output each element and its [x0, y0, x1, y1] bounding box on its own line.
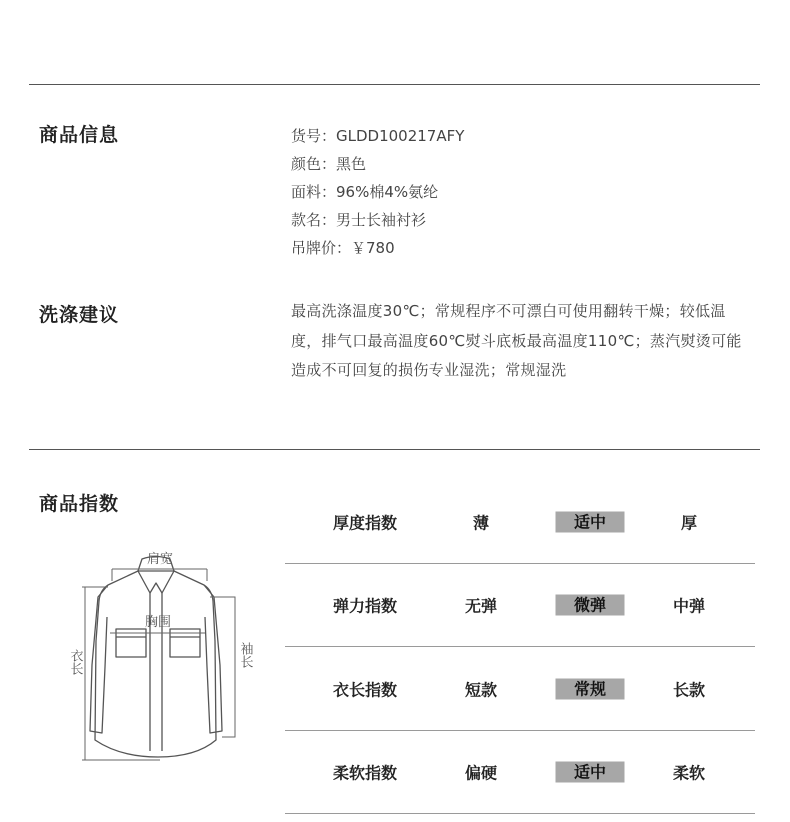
index-option: 长款 [672, 680, 706, 700]
product-info-title: 商品信息 [39, 124, 120, 146]
chest-label: 胸围 [144, 615, 172, 630]
index-row-elasticity [285, 564, 755, 648]
sleeve-label: 袖长 [237, 642, 253, 668]
index-row-label: 柔软指数 [332, 763, 398, 783]
info-item-price: 吊牌价：￥780 [291, 239, 395, 257]
body-length-line [82, 587, 160, 760]
info-item-sku: 货号：GLDD100217AFY [291, 127, 465, 145]
index-option-selected: 适中 [556, 511, 625, 532]
row-separator [285, 813, 755, 814]
washing-title: 洗涤建议 [39, 304, 120, 326]
index-option: 厚 [680, 513, 698, 533]
middle-divider [29, 449, 760, 450]
index-option: 中弹 [672, 596, 706, 616]
index-row-label: 弹力指数 [332, 596, 398, 616]
washing-instructions: 最高洗涤温度30℃；常规程序不可漂白可使用翻转干燥；较低温度，排气口最高温度60℃熨斗底板最高温度110℃；蒸汽熨烫可能造成不可回复的损伤专业湿洗；常规湿洗 [291, 302, 742, 379]
product-index-table [285, 480, 755, 814]
index-row-length [285, 647, 755, 731]
shirt-body-outline [95, 571, 216, 757]
info-item-fabric: 面料：96%棉4%氨纶 [291, 183, 439, 201]
index-option-selected: 适中 [556, 762, 625, 783]
top-divider [29, 84, 760, 85]
product-info-list [291, 122, 464, 262]
index-row-label: 厚度指数 [332, 513, 398, 533]
index-option: 无弹 [464, 596, 498, 616]
shoulder-label: 肩宽 [146, 552, 174, 567]
shirt-measurement-diagram [60, 545, 253, 770]
length-label: 衣长 [67, 649, 83, 675]
info-item-color: 颜色：黑色 [291, 155, 367, 173]
index-row-softness [285, 731, 755, 815]
product-index-title: 商品指数 [39, 493, 120, 515]
index-option: 短款 [464, 680, 498, 700]
index-option: 薄 [472, 513, 490, 533]
index-row-label: 衣长指数 [332, 680, 398, 700]
index-option-selected: 微弹 [556, 595, 625, 616]
index-row-thickness [285, 480, 755, 564]
index-option: 偏硬 [464, 763, 498, 783]
index-option-selected: 常规 [556, 678, 625, 699]
info-item-style: 款名：男士长袖衬衫 [291, 211, 427, 229]
index-option: 柔软 [672, 763, 706, 783]
